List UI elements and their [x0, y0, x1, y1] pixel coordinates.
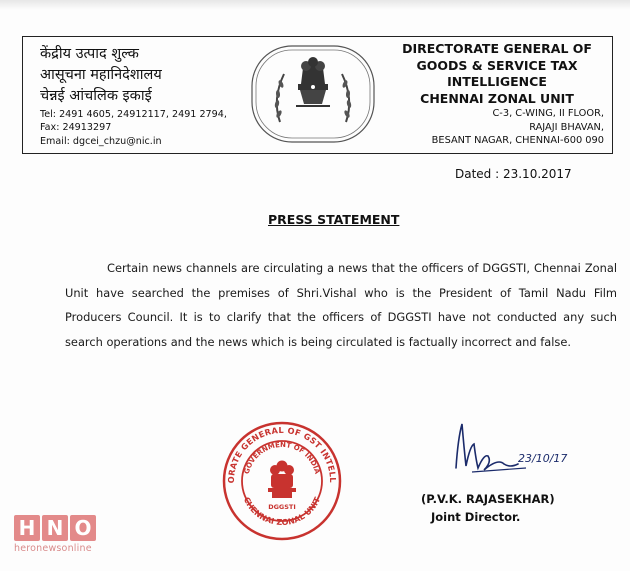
national-emblem-logo [250, 44, 376, 144]
hindi-line: चेन्नई आंचलिक इकाई [40, 88, 152, 104]
scan-shade [0, 0, 630, 10]
address-line: C-3, C-WING, II FLOOR, [492, 108, 604, 119]
signature-icon [448, 418, 568, 484]
hindi-department-name [40, 44, 162, 107]
statement-body: Certain news channels are circulating a news that the officers of DGGSTI, Chennai Zonal Unit have searched the premises of Shri.Vishal who is the President of Tamil Nadu Film Producers Council. It is to clarify that the officers of DGGSTI have not conducted any such search operations and the news which is being circulated is factually incorrect and false. [65, 261, 617, 349]
seal-emblem-icon [268, 461, 296, 499]
seal-inner-bottom-text: DGGSTI [268, 503, 296, 511]
org-line: INTELLIGENCE [447, 74, 547, 89]
hindi-line: आसूचना महानिदेशालय [40, 67, 162, 83]
seal-inner-top-text: GOVERNMENT OF INDIA [242, 440, 322, 475]
watermark-letter: O [70, 515, 96, 541]
svg-text:CHENNAI ZONAL UNIT [242, 495, 323, 527]
official-seal-stamp [221, 420, 343, 542]
handwritten-signature [448, 418, 568, 484]
seal-outer-bottom-text: CHENNAI ZONAL UNIT [241, 495, 323, 528]
org-line: CHENNAI ZONAL UNIT [420, 90, 574, 106]
document-date: Dated : 23.10.2017 [455, 167, 572, 181]
seal-outer-top-text: ORATE GENERAL OF GST INTELL [225, 424, 339, 484]
signatory-block [421, 490, 555, 526]
watermark-letter: N [42, 515, 68, 541]
email-line: Email: dgcei_chzu@nic.in [40, 135, 162, 147]
document-title: PRESS STATEMENT [268, 212, 400, 227]
signatory-designation: Joint Director. [431, 510, 521, 524]
hindi-line: केंद्रीय उत्पाद शुल्क [40, 46, 139, 62]
org-line: DIRECTORATE GENERAL OF [402, 41, 592, 56]
fax-line: Fax: 24913297 [40, 122, 112, 134]
watermark-letter: H [14, 515, 40, 541]
signatory-name: (P.V.K. RAJASEKHAR) [421, 492, 555, 506]
organisation-name-block [384, 41, 610, 148]
seal-icon [221, 420, 343, 542]
watermark-logo [14, 515, 104, 559]
signature-date-scrawl: 23/10/17 [518, 452, 568, 465]
watermark-letters [14, 515, 104, 541]
phone-line: Tel: 2491 4605, 24912117, 2491 2794, [40, 109, 227, 120]
org-line: GOODS & SERVICE TAX [416, 57, 578, 73]
contact-details [40, 108, 227, 148]
address-line: RAJAJI BHAVAN, [529, 121, 604, 133]
address-line: BESANT NAGAR, CHENNAI-600 090 [431, 135, 604, 146]
watermark-text: heronewsonline [14, 543, 92, 554]
emblem-icon [250, 44, 376, 144]
